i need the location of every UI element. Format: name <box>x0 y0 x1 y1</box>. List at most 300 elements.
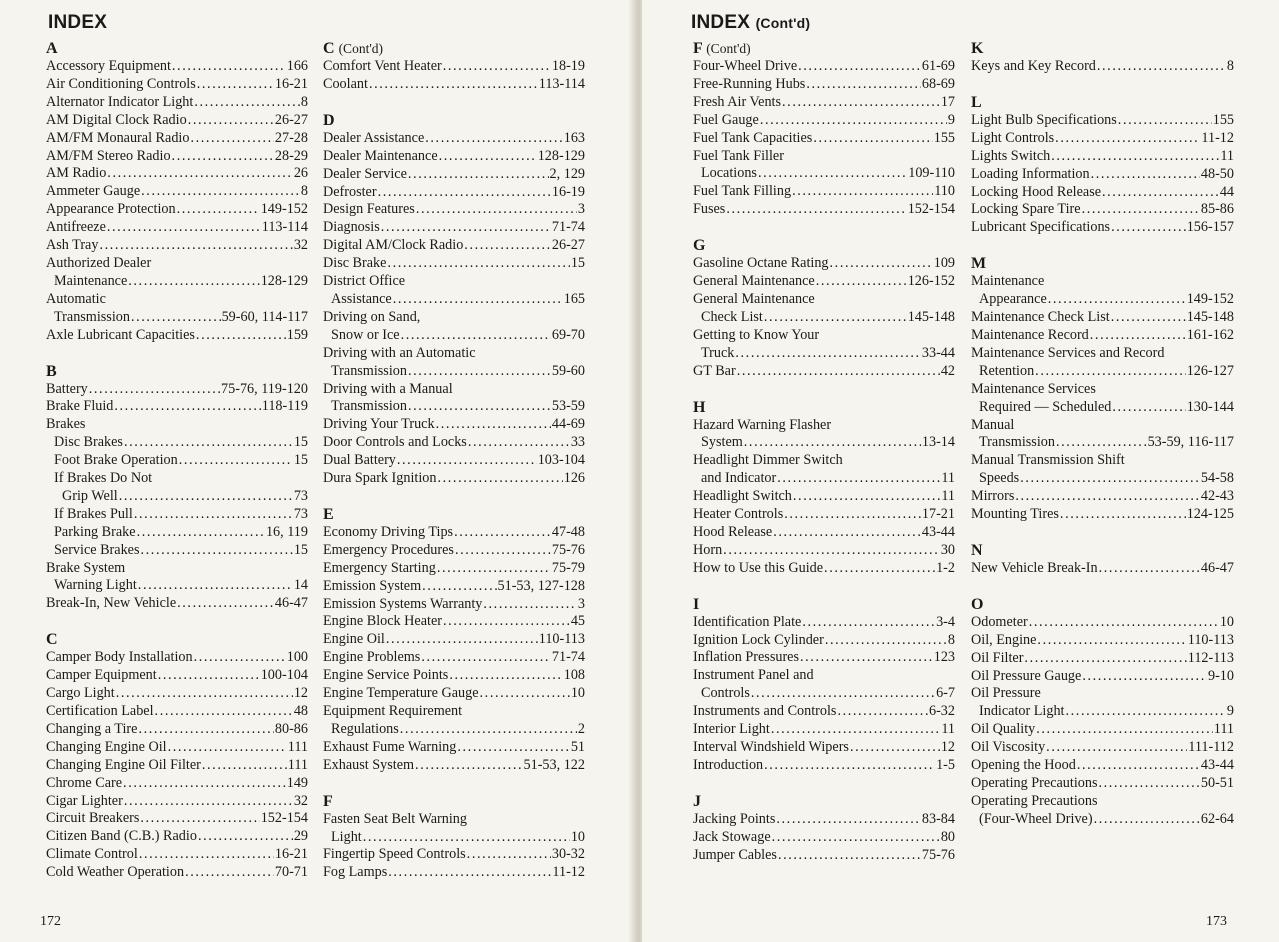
entry-label: Light Bulb Specifications <box>971 111 1117 128</box>
index-entry <box>971 775 1234 793</box>
index-entry <box>971 434 1234 452</box>
entry-page-ref: 110-113 <box>538 631 585 648</box>
entry-label: Opening the Hood <box>971 757 1076 774</box>
dot-leader <box>421 649 551 667</box>
entry-page-ref: 73 <box>293 487 308 504</box>
index-entry-heading: District Office <box>323 273 406 290</box>
section-continued-label: (Cont'd) <box>706 41 751 56</box>
entry-label: Operating Precautions <box>971 775 1098 791</box>
entry-label: Emission Systems Warranty <box>323 595 483 612</box>
dot-leader <box>177 595 274 613</box>
index-entry <box>46 165 308 183</box>
entry-label: Jacking Points <box>693 810 776 827</box>
entry-page-ref: 32 <box>293 237 308 254</box>
section-letter-f <box>693 40 955 58</box>
entry-label: Locations <box>701 165 757 182</box>
index-entry <box>46 793 308 811</box>
dot-leader <box>735 345 921 363</box>
index-entry <box>971 650 1234 668</box>
index-entry <box>693 309 955 327</box>
entry-page-ref: 11 <box>941 488 955 505</box>
index-entry <box>971 166 1234 184</box>
index-entry <box>46 577 308 595</box>
index-entry <box>323 363 585 381</box>
entry-label: Controls <box>701 685 750 702</box>
entry-page-ref: 28-29 <box>274 147 308 164</box>
index-column-left-2 <box>323 40 585 882</box>
index-column-right-1 <box>693 40 955 865</box>
dot-leader <box>1102 184 1219 202</box>
entry-label: Engine Problems <box>323 649 421 666</box>
index-entry <box>693 560 955 578</box>
section-letter: F <box>323 792 333 810</box>
dot-leader <box>1112 399 1185 417</box>
entry-label: Oil Quality <box>971 721 1036 738</box>
entry-label: Transmission <box>331 398 407 415</box>
dot-leader <box>172 148 274 166</box>
entry-label: Truck <box>701 344 735 361</box>
entry-page-ref: 70-71 <box>274 864 308 881</box>
index-entry <box>46 398 308 416</box>
entry-page-ref: 112-113 <box>1187 649 1234 666</box>
index-entry <box>693 811 955 829</box>
entry-page-ref: 1-2 <box>936 559 955 576</box>
dot-leader <box>1036 721 1213 739</box>
section-letter: E <box>323 505 334 523</box>
dot-leader <box>124 793 293 811</box>
index-entry <box>46 775 308 793</box>
index-entry <box>971 112 1234 130</box>
index-entry <box>693 345 955 363</box>
index-entry <box>971 703 1234 721</box>
index-entry <box>693 255 955 273</box>
entry-page-ref: 44-69 <box>551 416 585 433</box>
index-entry <box>971 399 1234 417</box>
entry-label: Speeds <box>979 470 1020 487</box>
entry-page-ref: 123 <box>933 649 955 666</box>
entry-page-ref: 109-110 <box>908 165 955 182</box>
index-entry <box>971 488 1234 506</box>
entry-label: Ignition Lock Cylinder <box>693 631 824 648</box>
entry-page-ref: 17 <box>940 93 955 110</box>
entry-label: Odometer <box>971 613 1028 630</box>
entry-label: Heater Controls <box>693 506 784 523</box>
index-entry <box>323 58 585 76</box>
index-entry <box>693 165 955 183</box>
section-letter: N <box>971 541 983 559</box>
dot-leader <box>131 309 221 327</box>
section-letter: B <box>46 362 57 380</box>
entry-page-ref: 75-76, 119-120 <box>221 380 308 397</box>
index-entry <box>693 112 955 130</box>
entry-page-ref: 155 <box>1212 111 1234 128</box>
entry-label: Defroster <box>323 183 377 200</box>
index-column-left-1 <box>46 40 308 882</box>
entry-label: Economy Driving Tips <box>323 523 454 540</box>
dot-leader <box>437 470 562 488</box>
entry-label: New Vehicle Break-In <box>971 559 1098 576</box>
section-letter: M <box>971 255 987 273</box>
index-entry <box>693 632 955 650</box>
entry-label: Door Controls and Locks <box>323 434 467 451</box>
index-entry-heading: Instrument Panel and <box>693 667 814 684</box>
page-number-left: 172 <box>40 914 61 929</box>
entry-page-ref: 109 <box>933 255 955 272</box>
index-entry <box>46 201 308 219</box>
entry-label: Maintenance <box>54 272 128 289</box>
index-entry <box>693 739 955 757</box>
dot-leader <box>778 847 921 865</box>
entry-label: Dealer Service <box>323 165 407 182</box>
index-entry-heading: Getting to Know Your <box>693 326 820 343</box>
dot-leader <box>99 237 292 255</box>
section-letter-c <box>323 40 585 58</box>
dot-leader <box>800 649 933 667</box>
dot-leader <box>387 255 569 273</box>
index-entry-heading: Driving on Sand, <box>323 308 421 325</box>
entry-page-ref: 51-53, 122 <box>523 756 585 773</box>
entry-label: Identification Plate <box>693 613 802 630</box>
entry-page-ref: 12 <box>293 685 308 702</box>
entry-label: Axle Lubricant Capacities <box>46 326 195 343</box>
entry-label: Required — Scheduled <box>979 398 1112 415</box>
dot-leader <box>124 434 293 452</box>
dot-leader <box>443 58 551 76</box>
entry-label: Driving Your Truck <box>323 416 435 433</box>
entry-page-ref: 11-12 <box>552 864 585 881</box>
entry-page-ref: 111 <box>1213 721 1234 738</box>
dot-leader <box>483 596 577 614</box>
index-entry <box>46 434 308 452</box>
entry-page-ref: 11 <box>941 470 955 487</box>
entry-page-ref: 18-19 <box>551 58 585 74</box>
index-entry <box>693 757 955 775</box>
entry-label: Battery <box>46 380 88 397</box>
dot-leader <box>89 381 220 399</box>
entry-page-ref: 26 <box>293 165 308 182</box>
entry-label: Cold Weather Operation <box>46 864 185 881</box>
index-entry <box>971 632 1234 650</box>
entry-label: Air Conditioning Controls <box>46 75 196 92</box>
dot-leader <box>850 739 940 757</box>
entry-label: Fuel Tank Filling <box>693 183 792 200</box>
index-entry-heading: Maintenance Services and Record <box>971 344 1165 361</box>
section-letter: O <box>971 595 984 613</box>
index-entry <box>693 201 955 219</box>
index-contd-heading <box>691 12 810 34</box>
entry-label: Disc Brakes <box>54 434 123 451</box>
index-entry <box>971 739 1234 757</box>
entry-page-ref: 113-114 <box>261 219 308 236</box>
index-entry <box>46 381 308 399</box>
dot-leader <box>158 667 260 685</box>
entry-page-ref: 111 <box>287 756 308 773</box>
entry-page-ref: 51 <box>570 738 585 755</box>
entry-page-ref: 47-48 <box>551 523 585 540</box>
entry-label: Disc Brake <box>323 255 387 272</box>
entry-label: Transmission <box>979 434 1055 451</box>
entry-label: Instruments and Controls <box>693 703 837 720</box>
section-letter: L <box>971 93 982 111</box>
entry-label: Cargo Light <box>46 685 115 702</box>
dot-leader <box>436 416 551 434</box>
index-entry <box>971 668 1234 686</box>
index-entry <box>46 739 308 757</box>
entry-page-ref: 11-12 <box>1201 129 1234 146</box>
index-entry <box>693 524 955 542</box>
entry-page-ref: 33-44 <box>921 344 955 361</box>
entry-page-ref: 152-154 <box>907 201 955 218</box>
entry-page-ref: 16-19 <box>551 183 585 200</box>
dot-leader <box>369 76 538 94</box>
index-entry-heading: Automatic <box>46 290 106 307</box>
index-entry <box>971 148 1234 166</box>
index-entry <box>323 667 585 685</box>
entry-page-ref: 15 <box>293 541 308 558</box>
dot-leader <box>185 864 274 882</box>
dot-leader <box>792 183 933 201</box>
entry-page-ref: 10 <box>570 685 585 702</box>
entry-page-ref: 3-4 <box>936 613 955 630</box>
index-entry <box>323 524 585 542</box>
entry-page-ref: 29 <box>293 828 308 845</box>
entry-label: and Indicator <box>701 470 777 487</box>
index-entry <box>971 506 1234 524</box>
entry-page-ref: 30-32 <box>551 846 585 863</box>
dot-leader <box>824 560 935 578</box>
index-entry <box>46 649 308 667</box>
index-entry <box>971 614 1234 632</box>
index-entry <box>693 470 955 488</box>
entry-label: Oil Viscosity <box>971 739 1046 756</box>
entry-page-ref: 149-152 <box>1186 291 1234 308</box>
dot-leader <box>737 363 940 381</box>
index-entry <box>693 847 955 865</box>
entry-label: Citizen Band (C.B.) Radio <box>46 828 197 845</box>
dot-leader <box>1060 506 1186 524</box>
index-contd-heading-text: INDEX <box>691 12 751 33</box>
entry-label: Introduction <box>693 756 764 773</box>
index-entry <box>693 130 955 148</box>
dot-leader <box>457 739 569 757</box>
right-page <box>642 0 1279 942</box>
section-letter: G <box>693 237 706 255</box>
index-entry <box>46 76 308 94</box>
entry-label: Appearance <box>979 291 1047 308</box>
dot-leader <box>378 184 551 202</box>
dot-leader <box>437 560 551 578</box>
section-letter-a <box>46 40 308 58</box>
index-entry-heading: Hazard Warning Flasher <box>693 416 832 433</box>
entry-label: Retention <box>979 362 1035 379</box>
entry-page-ref: 85-86 <box>1200 201 1234 218</box>
index-entry <box>323 219 585 237</box>
entry-label: Lubricant Specifications <box>971 219 1111 236</box>
entry-label: Fingertip Speed Controls <box>323 846 466 863</box>
dot-leader <box>1099 560 1200 578</box>
section-letter-c <box>46 631 308 649</box>
entry-label: Emission System <box>323 577 422 594</box>
entry-page-ref: 110-113 <box>1187 631 1234 648</box>
index-entry-heading: Brakes <box>46 416 86 433</box>
section-letter-n <box>971 542 1234 560</box>
entry-page-ref: 126 <box>563 470 585 487</box>
entry-page-ref: 75-79 <box>551 559 585 576</box>
index-entry <box>323 613 585 631</box>
section-letter-j <box>693 793 955 811</box>
section-letter-o <box>971 596 1234 614</box>
dot-leader <box>107 219 261 237</box>
entry-page-ref: 51-53, 127-128 <box>497 577 585 594</box>
index-entry <box>46 112 308 130</box>
entry-label: Emergency Procedures <box>323 541 454 558</box>
entry-page-ref: 155 <box>933 129 955 146</box>
dot-leader <box>764 757 935 775</box>
entry-page-ref: 152-154 <box>260 810 308 827</box>
entry-label: Four-Wheel Drive <box>693 58 798 74</box>
entry-label: Assistance <box>331 290 392 307</box>
index-entry <box>693 506 955 524</box>
entry-page-ref: 9 <box>947 111 955 128</box>
dot-leader <box>381 219 551 237</box>
entry-page-ref: 2 <box>577 720 585 737</box>
entry-page-ref: 6-32 <box>928 703 955 720</box>
entry-label: Jack Stowage <box>693 828 771 845</box>
entry-label: Changing Engine Oil Filter <box>46 756 201 773</box>
entry-label: Appearance Protection <box>46 201 176 218</box>
entry-label: Engine Block Heater <box>323 613 442 630</box>
dot-leader <box>751 685 935 703</box>
index-entry-heading: Fuel Tank Filler <box>693 147 784 164</box>
dot-leader <box>467 846 551 864</box>
dot-leader <box>386 631 538 649</box>
index-entry <box>971 470 1234 488</box>
index-entry <box>693 76 955 94</box>
entry-label: Warning Light <box>54 577 137 594</box>
entry-label: Oil Filter <box>971 649 1024 666</box>
index-entry <box>46 94 308 112</box>
index-entry <box>971 327 1234 345</box>
entry-page-ref: 8 <box>1226 58 1234 74</box>
dot-leader <box>1024 650 1186 668</box>
dot-leader <box>141 183 300 201</box>
index-entry <box>323 452 585 470</box>
index-entry <box>323 76 585 94</box>
entry-label: Certification Label <box>46 703 154 719</box>
dot-leader <box>1051 148 1219 166</box>
entry-label: System <box>701 434 743 451</box>
index-entry-heading: Operating Precautions <box>971 792 1098 809</box>
entry-page-ref: 161-162 <box>1186 326 1234 343</box>
entry-page-ref: 145-148 <box>1186 309 1234 326</box>
dot-leader <box>1048 291 1186 309</box>
section-letter: F <box>693 40 703 57</box>
index-entry-heading: Brake System <box>46 559 126 576</box>
entry-label: Engine Oil <box>323 631 385 648</box>
index-entry-heading: Equipment Requirement <box>323 703 463 719</box>
dot-leader <box>116 685 293 703</box>
entry-page-ref: 100 <box>286 649 308 666</box>
dot-leader <box>107 165 293 183</box>
index-entry <box>323 184 585 202</box>
index-entry <box>693 703 955 721</box>
entry-label: Chrome Care <box>46 774 123 791</box>
index-entry <box>323 237 585 255</box>
index-entry <box>46 219 308 237</box>
section-letter-h <box>693 399 955 417</box>
dot-leader <box>758 165 907 183</box>
index-entry <box>323 542 585 560</box>
entry-page-ref: 50-51 <box>1200 775 1234 791</box>
dot-leader <box>1111 309 1186 327</box>
index-entry <box>693 363 955 381</box>
section-letter-g <box>693 237 955 255</box>
section-letter: H <box>693 398 706 416</box>
entry-label: Headlight Switch <box>693 488 792 505</box>
index-entry <box>971 201 1234 219</box>
dot-leader <box>139 846 274 864</box>
index-entry <box>46 810 308 828</box>
dot-leader <box>123 775 286 793</box>
dot-leader <box>168 739 287 757</box>
section-letter: C <box>323 40 335 57</box>
index-entry <box>323 255 585 273</box>
entry-label: AM/FM Monaural Radio <box>46 129 190 146</box>
entry-page-ref: 68-69 <box>921 75 955 92</box>
dot-leader <box>1046 739 1187 757</box>
entry-page-ref: 3 <box>577 595 585 612</box>
index-entry <box>693 542 955 560</box>
entry-label: Oil, Engine <box>971 631 1037 648</box>
section-letter-b <box>46 363 308 381</box>
dot-leader <box>1111 219 1186 237</box>
index-entry <box>46 488 308 506</box>
entry-page-ref: 69-70 <box>551 326 585 343</box>
dot-leader <box>1098 775 1199 793</box>
dot-leader <box>825 632 947 650</box>
index-entry <box>46 183 308 201</box>
dot-leader <box>771 721 941 739</box>
index-entry <box>693 649 955 667</box>
entry-page-ref: 27-28 <box>274 129 308 146</box>
dot-leader <box>138 721 273 739</box>
index-entry <box>46 237 308 255</box>
dot-leader <box>196 327 286 345</box>
index-heading-text: INDEX <box>48 12 108 33</box>
entry-page-ref: 80 <box>940 828 955 845</box>
entry-label: Foot Brake Operation <box>54 452 178 469</box>
left-page <box>0 0 634 942</box>
entry-page-ref: 53-59 <box>551 398 585 415</box>
section-letter-f <box>323 793 585 811</box>
entry-page-ref: 159 <box>286 326 308 343</box>
dot-leader <box>760 112 947 130</box>
entry-page-ref: 16-21 <box>274 75 308 92</box>
entry-label: Antifreeze <box>46 219 106 236</box>
entry-page-ref: 11 <box>941 721 955 738</box>
dot-leader <box>408 166 549 184</box>
index-entry <box>323 130 585 148</box>
index-entry <box>693 614 955 632</box>
entry-label: Camper Body Installation <box>46 649 193 666</box>
dot-leader <box>1015 488 1200 506</box>
index-entry <box>323 416 585 434</box>
entry-page-ref: 59-60, 114-117 <box>221 308 308 325</box>
entry-label: Dealer Maintenance <box>323 147 438 164</box>
entry-page-ref: 8 <box>300 93 308 110</box>
entry-page-ref: 16, 119 <box>265 523 308 540</box>
entry-label: Oil Pressure Gauge <box>971 667 1082 684</box>
